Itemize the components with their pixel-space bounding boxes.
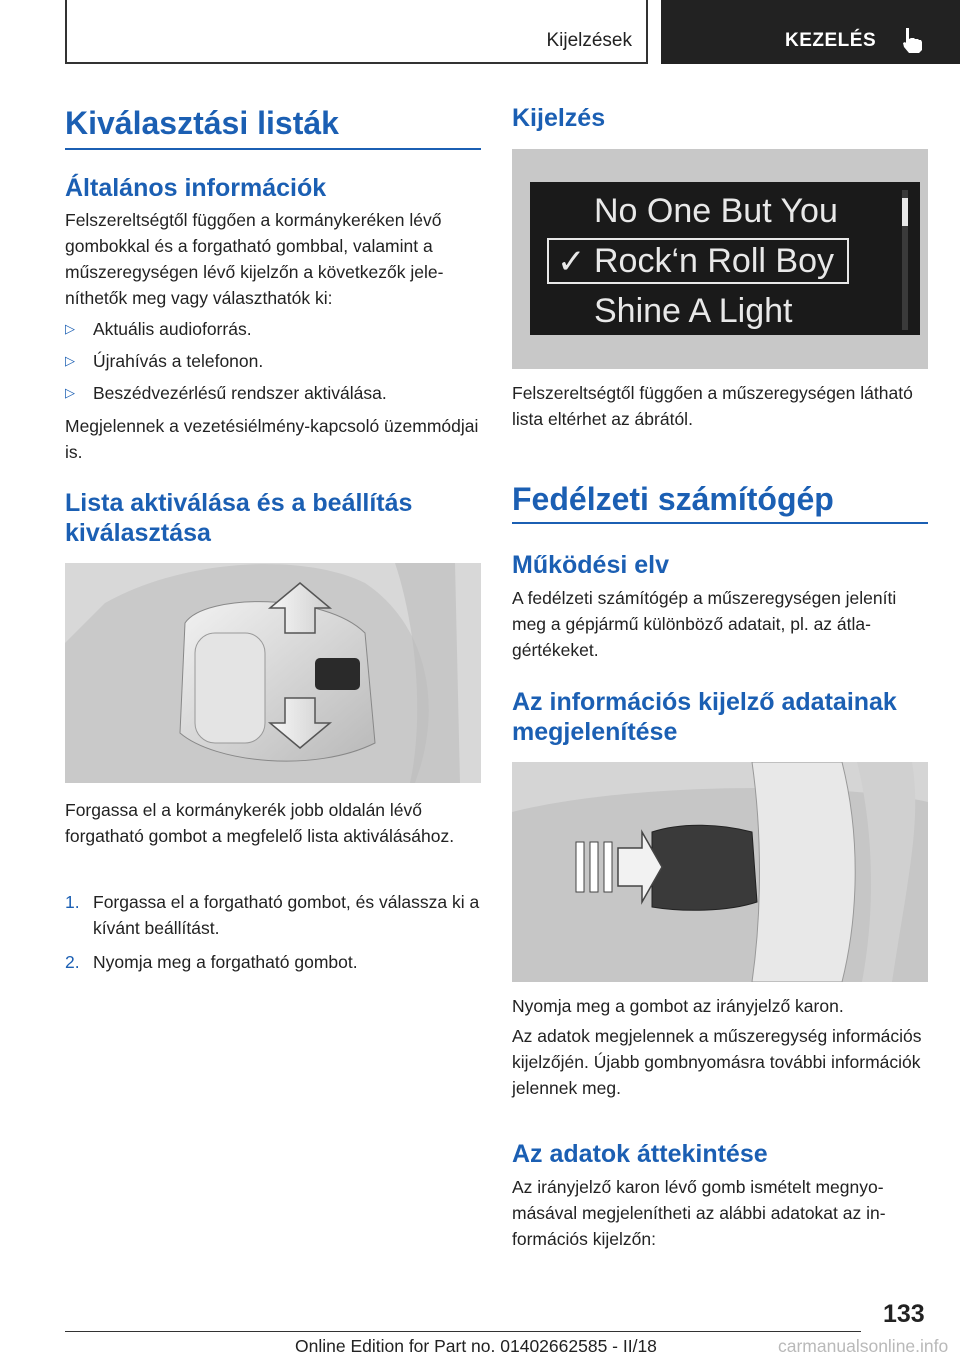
drive-modes-text: Megjelennek a vezetésiélmény-kapcsoló üzemmódjai is. <box>65 416 479 462</box>
pointing-hand-icon <box>897 26 925 54</box>
bullet-text: Aktuális audioforrás. <box>93 319 252 339</box>
footer-divider <box>65 1331 861 1332</box>
scrollbar-thumb <box>902 198 908 226</box>
heading-display: Kijelzés <box>512 104 606 132</box>
bullet-text: Beszédvezérlésű rendszer aktiválása. <box>93 383 387 403</box>
heading-general-info: Általános információk <box>65 174 327 202</box>
bullet-triangle-icon: ▷ <box>65 321 75 336</box>
heading-info-display: Az információs kijelző adatainak megjelenítése <box>512 688 897 746</box>
page-number: 133 <box>883 1300 925 1328</box>
header-section-box <box>65 0 648 64</box>
title-onboard-computer: Fedélzeti számítógép <box>512 481 834 517</box>
display-caption: Felszereltségtől függően a műszeregységen látható lista eltérhet az ábrától. <box>512 383 913 429</box>
general-info-text: Felszereltségtől függően a kormánykeréken lévő gombokkal és a forgatható gombbal, valamint a műszeregységen lévő kijelzőn a következők jeleníthetők meg vagy választhatók ki: <box>65 210 444 308</box>
heading-activate-list: Lista aktiválása és a beállítás kiválasztása <box>65 489 413 547</box>
display-list-item: Shine A Light <box>594 292 793 330</box>
principle-text: A fedélzeti számítógép a műszeregységen jeleníti meg a gépjármű különböző adatait, pl. az átlagértékeket. <box>512 588 897 660</box>
data-shown-text: Az adatok megjelennek a műszeregység információs kijelzőjén. Újabb gombnyomásra további információk jelennek meg. <box>512 1026 922 1098</box>
steering-wheel-roller-image <box>65 563 481 783</box>
step-text: Nyomja meg a forgatható gombot. <box>93 952 358 972</box>
page-title-selection-lists: Kiválasztási listák <box>65 105 339 141</box>
display-screen <box>530 182 920 335</box>
header-chapter-label: KEZELÉS <box>785 30 877 51</box>
step-number: 1. <box>65 892 80 912</box>
header-chapter-tab <box>661 0 960 64</box>
display-list-item-selected-label: Rock‘n Roll Boy <box>594 242 834 280</box>
header-section-title: Kijelzések <box>546 30 632 51</box>
heading-data-overview: Az adatok áttekintése <box>512 1140 768 1168</box>
step-number: 2. <box>65 952 80 972</box>
instrument-list-display-image <box>512 149 928 369</box>
overview-text: Az irányjelző karon lévő gomb ismételt megnyomásával megjelenítheti az alábbi adatokat az információs kijelzőn: <box>512 1177 886 1249</box>
title-underline <box>65 148 481 150</box>
footer-edition: Online Edition for Part no. 01402662585 - II/18 <box>295 1336 657 1356</box>
press-lever-text: Nyomja meg a gombot az irányjelző karon. <box>512 996 844 1016</box>
bullet-text: Újrahívás a telefonon. <box>93 351 264 371</box>
check-mark-icon: ✓ <box>557 243 586 281</box>
heading-principle: Működési elv <box>512 551 669 579</box>
bullet-triangle-icon: ▷ <box>65 353 75 368</box>
title-underline <box>512 522 928 524</box>
footer-watermark: carmanualsonline.info <box>778 1336 949 1356</box>
bullet-triangle-icon: ▷ <box>65 385 75 400</box>
roller-caption: Forgassa el a kormánykerék jobb oldalán lévő forgatható gombot a megfelelő lista aktiválásához. <box>65 800 455 846</box>
display-list-item: No One But You <box>594 192 838 230</box>
step-text: Forgassa el a forgatható gombot, és válassza ki a kívánt beállítást. <box>93 892 480 938</box>
turn-signal-lever-image <box>512 762 928 982</box>
